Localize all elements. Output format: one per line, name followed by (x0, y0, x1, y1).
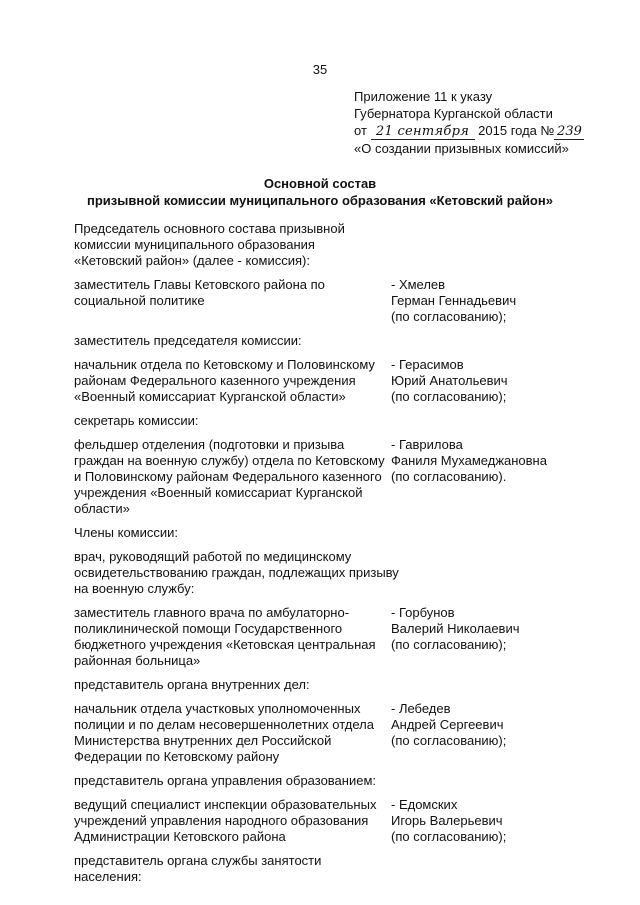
member-person: - Хмелев Герман Геннадьевич (по согласованию); (391, 277, 517, 324)
title-line-2: призывной комиссии муниципального образования «Кетовский район» (87, 193, 553, 208)
title-line-1: Основной состав (263, 176, 377, 191)
member-role: заместитель Главы Кетовского района по социальной политике (74, 277, 325, 308)
member-row-police (74, 701, 574, 765)
member-person: - Едомских Игорь Валерьевич (по согласованию); (391, 797, 507, 844)
member-role: начальник отдела по Кетовскому и Половинскому районам Федерального казенного учреждения «Военный комиссариат Курганской области» (74, 357, 375, 404)
member-role: заместитель главного врача по амбулаторно-поликлинической помощи Государственного бюджетного учреждения «Кетовская центральная районная больница» (74, 605, 376, 668)
composition-list (74, 221, 574, 893)
appendix-line-1: Приложение 11 к указу (354, 89, 493, 104)
member-row-chairman (74, 277, 574, 325)
appendix-date-line (354, 122, 584, 140)
handwritten-date: 21 сентября (371, 125, 475, 140)
appendix-block (354, 88, 584, 157)
deputy-heading: заместитель председателя комиссии: (74, 333, 302, 348)
member-row-doctor (74, 605, 574, 669)
member-row-deputy (74, 357, 574, 405)
police-heading: представитель органа внутренних дел: (74, 677, 310, 692)
member-role: начальник отдела участковых уполномоченных полиции и по делам несовершеннолетних отдела Министерства внутренних дел Российской Федерации по Кетовскому району (74, 701, 374, 764)
appendix-line-4: «О создании призывных комиссий» (354, 141, 569, 156)
member-role: ведущий специалист инспекции образовательных учреждений управления народного образования Администрации Кетовского района (74, 797, 377, 844)
document-title (0, 175, 640, 209)
members-heading: Члены комиссии: (74, 525, 179, 540)
member-person: - Лебедев Андрей Сергеевич (по согласованию); (391, 701, 507, 748)
member-row-secretary (74, 437, 574, 517)
member-role: фельдшер отделения (подготовки и призыва граждан на военную службу) отдела по Кетовскому и Половинскому районам Федерального казенного учреждения «Военный комиссариат Курганской области» (74, 437, 385, 516)
appendix-line-2: Губернатора Курганской области (354, 106, 553, 121)
secretary-heading: секретарь комиссии: (74, 413, 199, 428)
date-prefix: от (354, 123, 367, 138)
handwritten-number: 239 (554, 125, 584, 140)
page-number: 35 (312, 62, 328, 77)
employment-heading: представитель органа службы занятости населения: (74, 853, 322, 884)
member-person: - Герасимов Юрий Анатольевич (по согласованию); (391, 357, 508, 404)
date-suffix: 2015 года № (478, 123, 555, 138)
member-person: - Горбунов Валерий Николаевич (по согласованию); (391, 605, 520, 652)
member-person: - Гаврилова Фаниля Мухамеджановна (по согласованию). (391, 437, 547, 484)
member-row-education (74, 797, 574, 845)
doctor-heading: врач, руководящий работой по медицинскому освидетельствованию граждан, подлежащих призыву на военную службу: (74, 549, 399, 596)
education-heading: представитель органа управления образованием: (74, 773, 377, 788)
chairman-heading: Председатель основного состава призывной комиссии муниципального образования «Кетовский район» (далее - комиссия): (74, 221, 345, 268)
